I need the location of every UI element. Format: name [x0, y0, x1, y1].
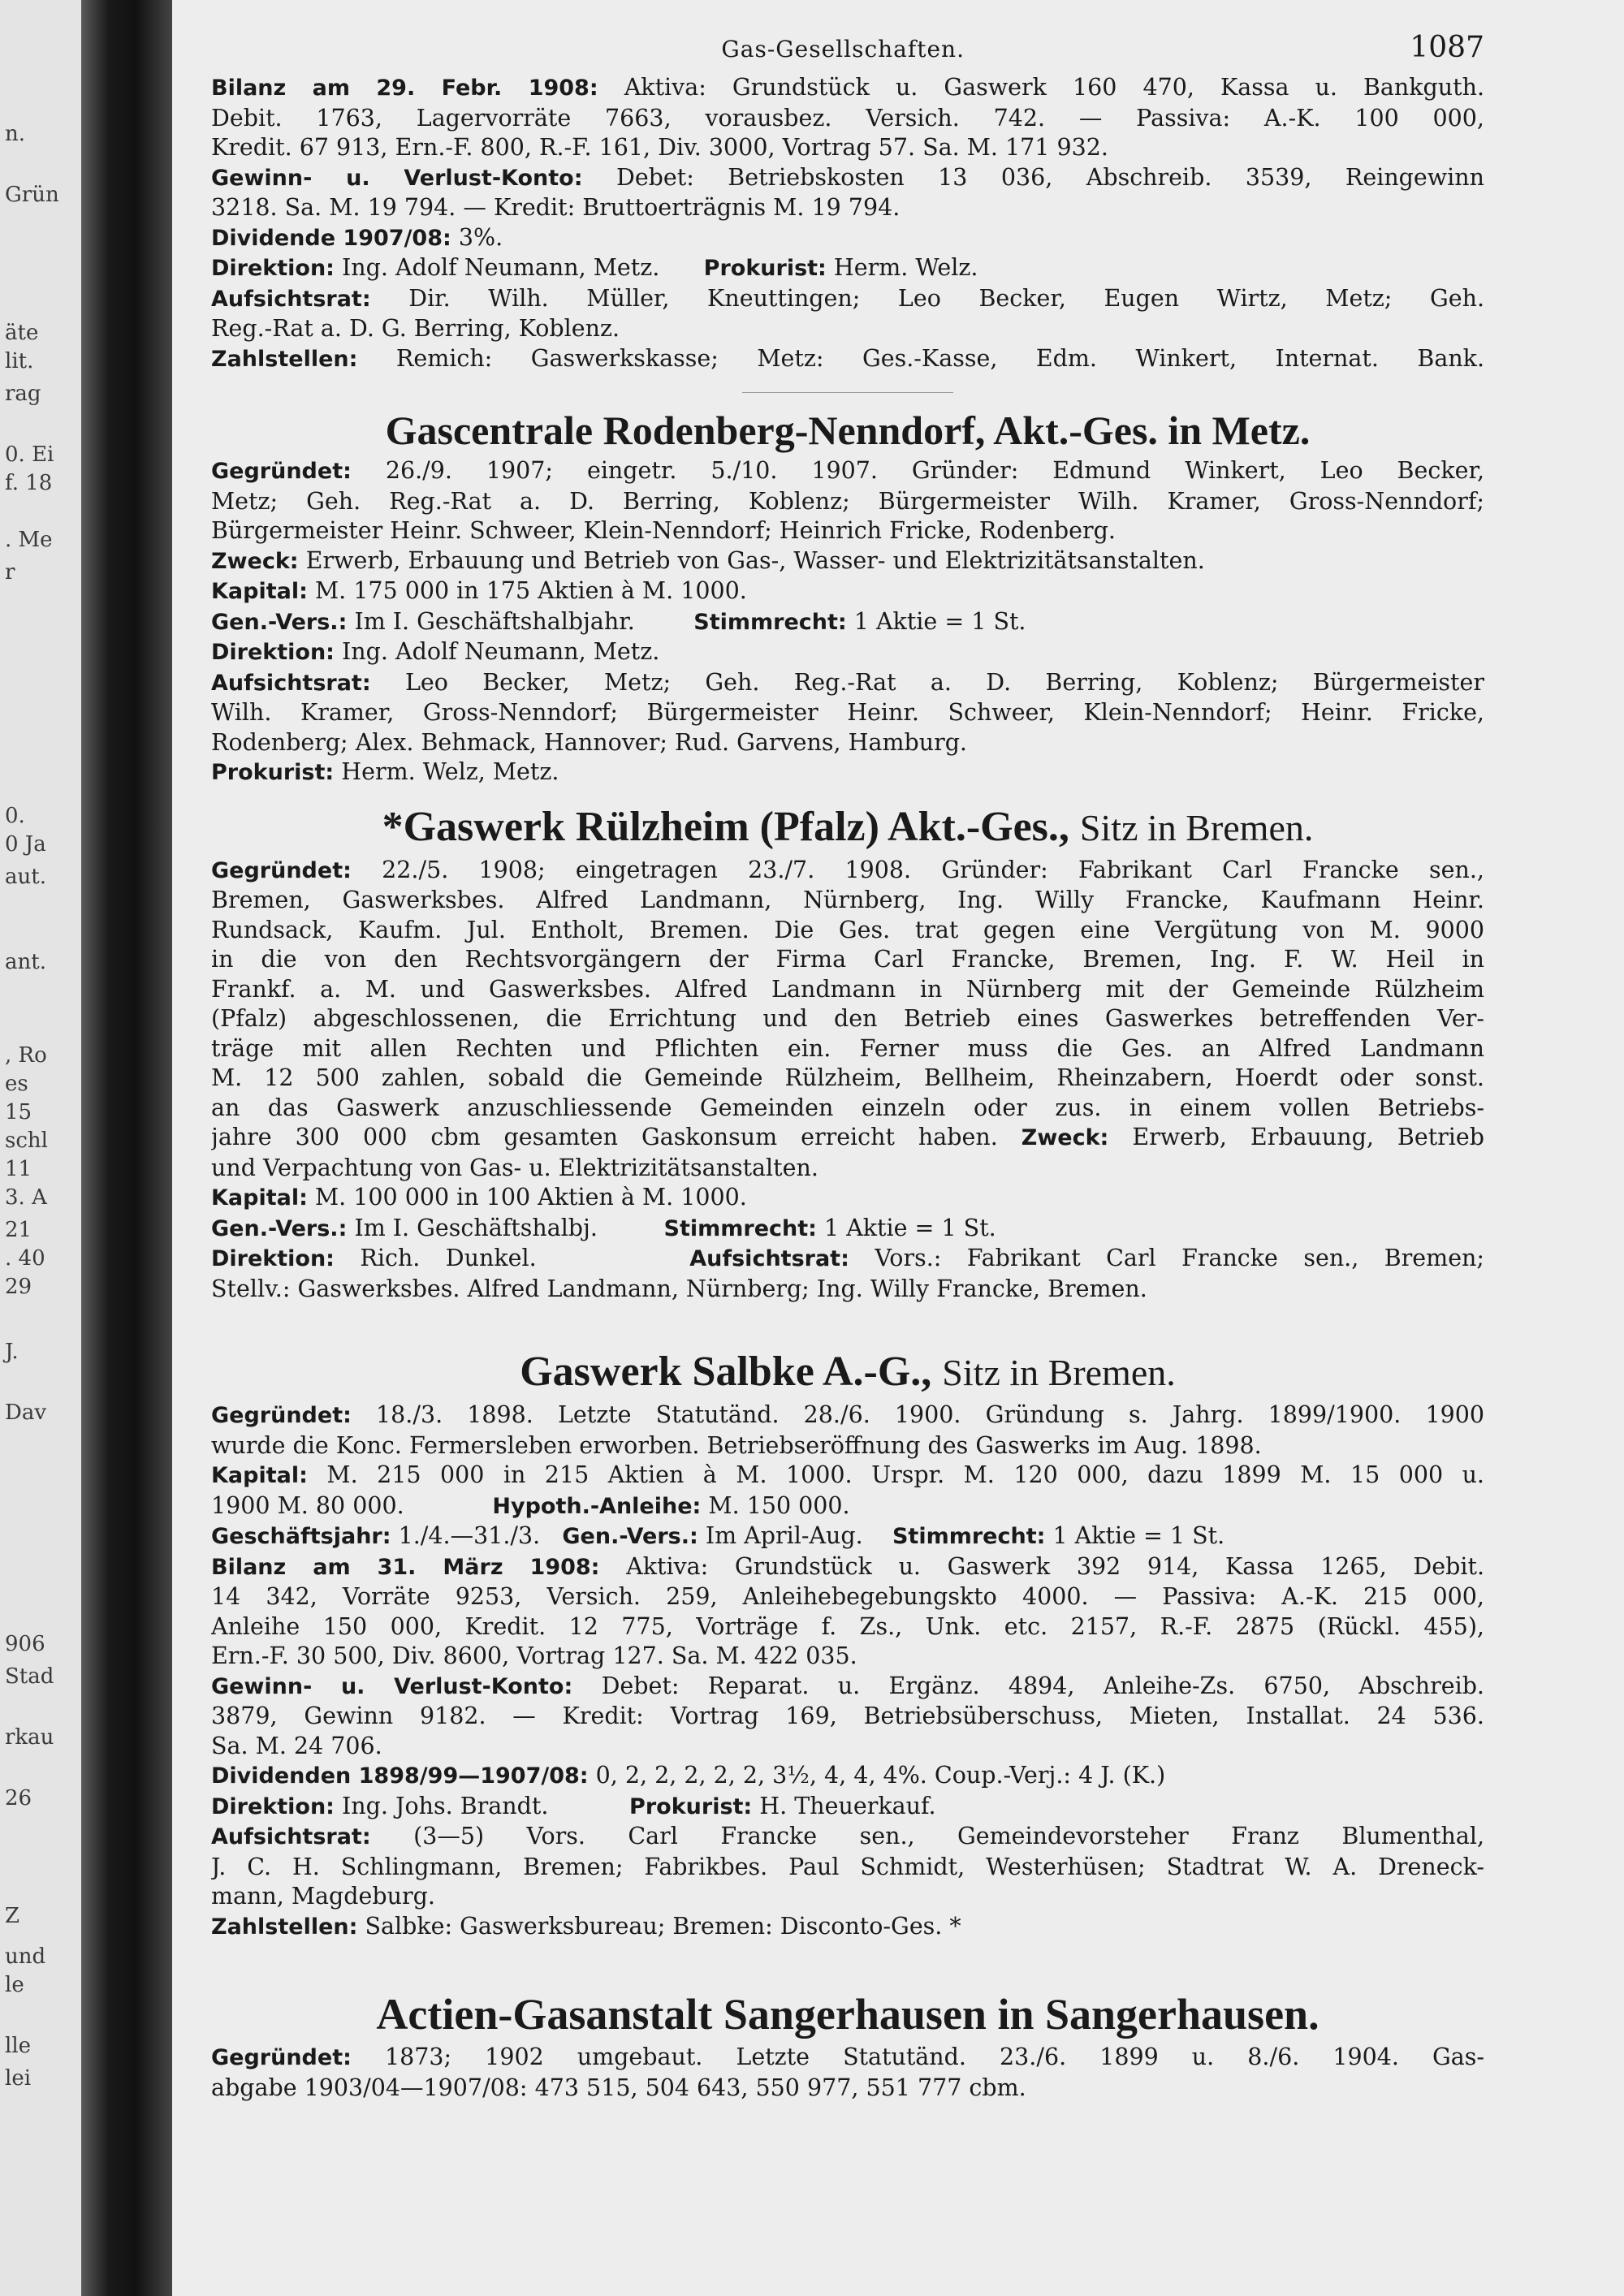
text: Rundsack, Kaufm. Jul. Entholt, Bremen. Die Ges. trat gegen eine Vergütung von M. 9000: [211, 916, 1484, 943]
label-dividende: Dividende 1907/08:: [211, 225, 451, 251]
text: 3%.: [458, 223, 503, 251]
text: 18./3. 1898. Letzte Statutänd. 28./6. 1900. Gründung s. Jahrg. 1899/1900. 1900: [376, 1401, 1484, 1428]
left-page-fragment: r: [5, 560, 15, 585]
entry-gascentrale: [211, 404, 1484, 788]
text: Im April-Aug.: [705, 1522, 863, 1549]
text: Ern.-F. 30 500, Div. 8600, Vortrag 127. Sa. M. 422 035.: [211, 1642, 857, 1669]
label-aufsichtsrat: Aufsichtsrat:: [211, 1824, 371, 1849]
text: jahre 300 000 cbm gesamten Gaskonsum erreicht haben.: [211, 1124, 998, 1150]
text: 1900 M. 80 000.: [211, 1491, 404, 1519]
left-page-fragment: lit.: [5, 349, 34, 373]
label-gen-vers: Gen.-Vers.:: [211, 609, 348, 635]
label-gewinn-verlust: Gewinn- u. Verlust-Konto:: [211, 1673, 573, 1699]
text: 1873; 1902 umgebaut. Letzte Statutänd. 23./6. 1899 u. 8./6. 1904. Gas-: [384, 2044, 1484, 2070]
text: Metz; Geh. Reg.-Rat a. D. Berring, Koblenz; Bürgermeister Wilh. Kramer, Gross-Nenndorf;: [211, 487, 1484, 515]
label-zweck: Zweck:: [211, 548, 299, 574]
left-page-fragment: lle: [5, 2034, 32, 2058]
label-stimmrecht: Stimmrecht:: [663, 1215, 817, 1241]
left-page-fragment: . 40: [5, 1246, 45, 1271]
text: M. 12 500 zahlen, sobald die Gemeinde Rülzheim, Bellheim, Rheinzabern, Hoerdt oder sonst.: [211, 1064, 1484, 1091]
label-prokurist: Prokurist:: [703, 256, 827, 281]
entry-title: Gascentrale Rodenberg-Nenndorf, Akt.-Ges. in Metz.: [385, 408, 1311, 453]
label-stimmrecht: Stimmrecht:: [693, 609, 847, 635]
entry-title: [211, 800, 1484, 856]
left-page-fragment: 0.: [5, 804, 25, 828]
text: abgabe 1903/04—1907/08: 473 515, 504 643, 550 977, 551 777 cbm.: [211, 2074, 1026, 2101]
left-page-fragment: 26: [5, 1786, 32, 1810]
label-geschaeftsjahr: Geschäftsjahr:: [211, 1524, 391, 1549]
page-header: [211, 31, 1484, 73]
entry-title: Actien-Gasanstalt Sangerhausen in Sangerhausen.: [376, 1990, 1320, 2039]
label-stimmrecht: Stimmrecht:: [892, 1524, 1046, 1549]
text: 1 Aktie = 1 St.: [1052, 1522, 1225, 1549]
text: 0, 2, 2, 2, 2, 2, 3½, 4, 4, 4%. Coup.-Verj.: 4 J. (K.): [595, 1762, 1166, 1789]
section-divider: [742, 392, 953, 393]
text: Salbke: Gaswerksbureau; Bremen: Disconto-Ges. *: [365, 1912, 961, 1940]
running-head: Gas-Gesellschaften.: [721, 36, 965, 63]
entry-ruelzheim: [211, 800, 1484, 1305]
entry-title: [211, 1344, 1484, 1400]
text: M. 215 000 in 215 Aktien à M. 1000. Urspr. M. 120 000, dazu 1899 M. 15 000 u.: [326, 1461, 1484, 1488]
text: H. Theuerkauf.: [759, 1792, 936, 1819]
text: 26./9. 1907; eingetr. 5./10. 1907. Gründer: Edmund Winkert, Leo Becker,: [385, 457, 1484, 484]
left-page-fragment: und: [5, 1944, 46, 1969]
text: (Pfalz) abgeschlossenen, die Errichtung und den Betrieb eines Gaswerkes betreffenden Ver-: [211, 1005, 1484, 1032]
entry-salbke: [211, 1344, 1484, 1942]
entry-title-main: *Gaswerk Rülzheim (Pfalz) Akt.-Ges.,: [382, 803, 1069, 850]
left-page-fragment: ant.: [5, 950, 46, 974]
text: Reg.-Rat a. D. G. Berring, Koblenz.: [211, 315, 620, 342]
left-page-fragment: es: [5, 1072, 28, 1096]
text: Erwerb, Erbauung, Betrieb: [1132, 1124, 1484, 1150]
label-zahlstellen: Zahlstellen:: [211, 346, 358, 372]
entry-title-sitz: Sitz in Bremen.: [942, 1352, 1176, 1393]
text: M. 150 000.: [708, 1491, 850, 1519]
text: und Verpachtung von Gas- u. Elektrizitätsanstalten.: [211, 1154, 818, 1181]
label-kapital: Kapital:: [211, 579, 308, 604]
text: Wilh. Kramer, Gross-Nenndorf; Bürgermeister Heinr. Schweer, Klein-Nenndorf; Heinr. Fricke,: [211, 699, 1484, 726]
left-page-fragment: Grün: [5, 183, 59, 207]
text: Ing. Adolf Neumann, Metz.: [342, 638, 660, 665]
label-direktion: Direktion:: [211, 1793, 335, 1819]
left-page-fragment: 0. Ei: [5, 442, 54, 467]
left-page-fragment: n.: [5, 122, 26, 146]
left-page-fragment: . Me: [5, 528, 53, 552]
text: Frankf. a. M. und Gaswerksbes. Alfred Landmann in Nürnberg mit der Gemeinde Rülzheim: [211, 975, 1484, 1003]
text: 1 Aktie = 1 St.: [853, 607, 1026, 635]
text: Ing. Johs. Brandt.: [342, 1792, 549, 1819]
left-page-fragment: äte: [5, 321, 39, 345]
text: 3218. Sa. M. 19 794. — Kredit: Bruttoerträgnis M. 19 794.: [211, 194, 901, 221]
left-page-fragment: rkau: [5, 1725, 54, 1750]
text: Im I. Geschäftshalbjahr.: [354, 607, 635, 635]
label-bilanz: Bilanz am 31. März 1908:: [211, 1554, 600, 1580]
text: Leo Becker, Metz; Geh. Reg.-Rat a. D. Berring, Koblenz; Bürgermeister: [404, 668, 1484, 696]
left-page-fragment: 15: [5, 1100, 32, 1124]
text: M. 100 000 in 100 Aktien à M. 1000.: [314, 1184, 747, 1211]
text: 3879, Gewinn 9182. — Kredit: Vortrag 169, Betriebsüberschuss, Mieten, Installat. 24 536.: [211, 1703, 1484, 1729]
label-direktion: Direktion:: [211, 640, 335, 665]
text: Vors.: Fabrikant Carl Francke sen., Bremen;: [875, 1245, 1484, 1271]
left-page-edge: [0, 0, 81, 2296]
left-page-fragment: J.: [5, 1340, 19, 1364]
text: Stellv.: Gaswerksbes. Alfred Landmann, Nürnberg; Ing. Willy Francke, Bremen.: [211, 1275, 1147, 1302]
left-page-fragment: 21: [5, 1218, 32, 1242]
text: Rich. Dunkel.: [360, 1245, 537, 1271]
text: Erwerb, Erbauung und Betrieb von Gas-, Wasser- und Elektrizitätsanstalten.: [305, 546, 1205, 574]
left-page-fragment: 29: [5, 1275, 32, 1299]
text: (3—5) Vors. Carl Francke sen., Gemeindevorsteher Franz Blumenthal,: [413, 1823, 1484, 1849]
label-dividenden: Dividenden 1898/99—1907/08:: [211, 1763, 589, 1789]
label-aufsichtsrat: Aufsichtsrat:: [211, 670, 371, 696]
text: Aktiva: Grundstück u. Gaswerk 160 470, Kassa u. Bankguth.: [624, 74, 1484, 101]
label-gewinn-verlust: Gewinn- u. Verlust-Konto:: [211, 165, 583, 191]
label-gegruendet: Gegründet:: [211, 857, 352, 883]
text: 1 Aktie = 1 St.: [824, 1214, 996, 1241]
label-prokurist: Prokurist:: [211, 760, 335, 785]
book-gutter: [81, 0, 172, 2296]
label-prokurist: Prokurist:: [629, 1793, 753, 1819]
label-kapital: Kapital:: [211, 1185, 308, 1211]
left-page-fragment: le: [5, 1973, 24, 1997]
label-gegruendet: Gegründet:: [211, 459, 352, 484]
text: Herm. Welz.: [833, 254, 978, 281]
page: [172, 0, 1624, 2296]
text: Debet: Reparat. u. Ergänz. 4894, Anleihe-Zs. 6750, Abschreib.: [601, 1672, 1484, 1699]
entry-sangerhausen: [211, 1986, 1484, 2103]
left-page-fragment: , Ro: [5, 1043, 47, 1068]
left-page-fragment: rag: [5, 382, 41, 406]
text: Kredit. 67 913, Ern.-F. 800, R.-F. 161, Div. 3000, Vortrag 57. Sa. M. 171 932.: [211, 134, 1108, 161]
text: Debit. 1763, Lagervorräte 7663, vorausbez. Versich. 742. — Passiva: A.-K. 100 000,: [211, 104, 1484, 132]
label-aufsichtsrat: Aufsichtsrat:: [211, 286, 371, 312]
text: mann, Magdeburg.: [211, 1883, 435, 1910]
label-direktion: Direktion:: [211, 1246, 335, 1271]
label-direktion: Direktion:: [211, 256, 335, 281]
left-page-fragment: Z: [5, 1904, 20, 1928]
label-aufsichtsrat: Aufsichtsrat:: [689, 1246, 849, 1271]
text: Aktiva: Grundstück u. Gaswerk 392 914, Kassa 1265, Debit.: [626, 1552, 1484, 1580]
text: an das Gaswerk anzuschliessende Gemeinden einzeln oder zus. in einem vollen Betriebs-: [211, 1094, 1484, 1121]
text: Remich: Gaswerkskasse; Metz: Ges.-Kasse, Edm. Winkert, Internat. Bank.: [395, 344, 1484, 372]
entry-title-sitz: Sitz in Bremen.: [1079, 806, 1314, 848]
text: Sa. M. 24 706.: [211, 1732, 382, 1759]
text: Ing. Adolf Neumann, Metz.: [342, 254, 660, 281]
text: 22./5. 1908; eingetragen 23./7. 1908. Gründer: Fabrikant Carl Francke sen.,: [382, 856, 1484, 883]
label-zweck: Zweck:: [1021, 1125, 1109, 1150]
text: Rodenberg; Alex. Behmack, Hannover; Rud. Garvens, Hamburg.: [211, 728, 967, 756]
label-gegruendet: Gegründet:: [211, 1403, 352, 1428]
left-page-fragment: 0 Ja: [5, 832, 46, 857]
left-page-fragment: Stad: [5, 1664, 54, 1689]
left-page-fragment: 3. A: [5, 1185, 47, 1210]
text: Anleihe 150 000, Kredit. 12 775, Vorträge f. Zs., Unk. etc. 2157, R.-F. 2875 (Rückl. 455),: [211, 1612, 1484, 1640]
left-page-fragment: lei: [5, 2066, 32, 2091]
entry-title-main: Gaswerk Salbke A.-G.,: [520, 1349, 932, 1395]
label-kapital: Kapital:: [211, 1463, 308, 1488]
text: 1./4.—31./3.: [398, 1522, 541, 1549]
text: wurde die Konc. Fermersleben erworben. Betriebseröffnung des Gaswerks im Aug. 1898.: [211, 1431, 1262, 1459]
label-bilanz: Bilanz am 29. Febr. 1908:: [211, 76, 598, 101]
left-page-fragment: 906: [5, 1632, 45, 1656]
left-page-fragment: schl: [5, 1129, 48, 1153]
text: J. C. H. Schlingmann, Bremen; Fabrikbes. Paul Schmidt, Westerhüsen; Stadtrat W. A. Dreneck-: [211, 1853, 1484, 1880]
text: Bürgermeister Heinr. Schweer, Klein-Nenndorf; Heinrich Fricke, Rodenberg.: [211, 517, 1116, 544]
label-hypoth-anleihe: Hypoth.-Anleihe:: [492, 1493, 702, 1519]
text: Debet: Betriebskosten 13 036, Abschreib. 3539, Reingewinn: [615, 163, 1484, 191]
text: in die von den Rechtsvorgängern der Firma Carl Francke, Bremen, Ing. F. W. Heil in: [211, 946, 1484, 973]
label-gen-vers: Gen.-Vers.:: [562, 1524, 698, 1549]
left-page-fragment: aut.: [5, 865, 46, 889]
text: M. 175 000 in 175 Aktien à M. 1000.: [314, 577, 747, 604]
text: Im I. Geschäftshalbj.: [354, 1214, 598, 1241]
entry-continuation: [211, 73, 1484, 374]
text: 14 342, Vorräte 9253, Versich. 259, Anleihebegebungskto 4000. — Passiva: A.-K. 215 000,: [211, 1583, 1484, 1610]
label-gen-vers: Gen.-Vers.:: [211, 1215, 348, 1241]
left-page-fragment: 11: [5, 1157, 32, 1181]
left-page-fragment: f. 18: [5, 471, 53, 495]
text: Herm. Welz, Metz.: [341, 758, 559, 785]
label-gegruendet: Gegründet:: [211, 2045, 352, 2070]
left-page-fragment: Dav: [5, 1400, 47, 1425]
label-zahlstellen: Zahlstellen:: [211, 1914, 358, 1940]
text: Dir. Wilh. Müller, Kneuttingen; Leo Becker, Eugen Wirtz, Metz; Geh.: [408, 284, 1484, 312]
text: träge mit allen Rechten und Pflichten ein. Ferner muss die Ges. an Alfred Landmann: [211, 1034, 1484, 1062]
text: Bremen, Gaswerksbes. Alfred Landmann, Nürnberg, Ing. Willy Francke, Kaufmann Heinr.: [211, 887, 1484, 913]
page-number: 1087: [1410, 31, 1484, 64]
